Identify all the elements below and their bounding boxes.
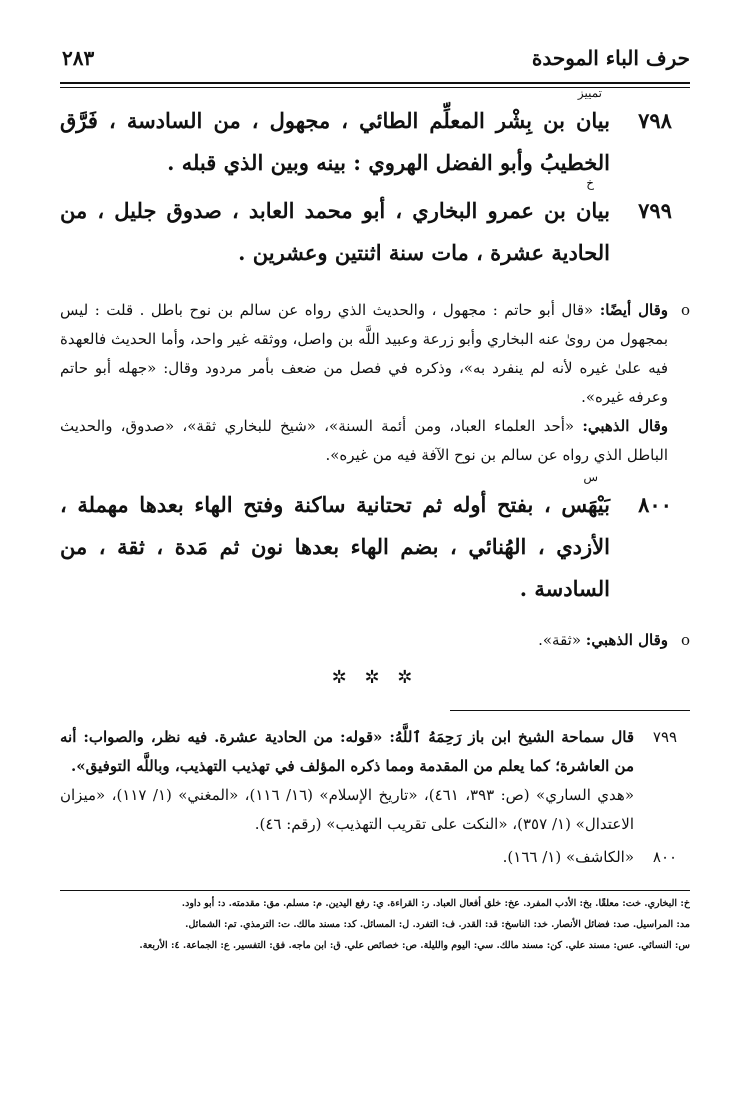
page <box>60 40 690 954</box>
entry-799 <box>60 176 690 274</box>
footnote-bold-text: قال سماحة الشيخ ابن باز رَحِمَهُ ٱللَّهُ: «قوله: من الحادية عشرة. فيه نظر، والصواب: أنه من العاشرة؛ كما يعلم من المقدمة ومما ذكره المؤلف في تهذيب التهذيب، وباللَّه التوفيق». <box>60 728 634 775</box>
note-paragraph <box>60 412 668 470</box>
note-text: «قال أبو حاتم : مجهول ، والحديث الذي رواه عن سالم بن نوح باطل . قلت : ليس بمجهول من روىٰ عنه البخاري وأبو زرعة وعبيد اللَّه بن واصل، ووثقه غير واحد، وأما الحديث فالعهدة فيه علىٰ غيره لأنه لم ينفرد به»، وذكره في فصل من ضعف بأمر مردود وقال: «جهله أبو حاتم وعرفه غيره». <box>60 301 668 406</box>
note-bullet: o <box>680 631 690 649</box>
rijal-symbol: خ <box>586 176 594 190</box>
footnote-number: ٧٩٩ <box>652 728 678 746</box>
commentary-note <box>60 626 690 655</box>
note-lead: وقال الذهبي: <box>585 631 668 649</box>
note-lead: وقال الذهبي: <box>582 417 668 435</box>
entry-800 <box>60 470 690 610</box>
page-number: ٢٨٣ <box>62 46 95 70</box>
note-text: «أحد العلماء العباد، ومن أئمة السنة»، «شيخ للبخاري ثقة»، «صدوق، والحديث الباطل الذي رواه عن سالم بن نوح الآفة فيه من غيره». <box>60 417 668 464</box>
footnote-text: «الكاشف» (١/ ١٦٦). <box>502 848 634 866</box>
note-bullet: o <box>680 301 690 319</box>
abbreviation-line: مد: المراسيل. صد: فضائل الأنصار. خد: الناسخ: قد: القدر. ف: التفرد. ل: المسائل. كد: مسند مالك. ت: الترمذي. تم: الشمائل. <box>185 919 690 930</box>
entry-text: بَيْهَس ، بفتح أوله ثم تحتانية ساكنة وفتح الهاء بعدها مهملة ، الأزدي ، الهُنائي ، بضم الهاء بعدها نون ثم مَدة ، ثقة ، من السادسة . <box>60 492 610 601</box>
abbreviation-line: س: النسائي. عس: مسند علي. كن: مسند مالك. سي: اليوم والليلة. ص: خصائص علي. ق: ابن ماجه. فق: التفسير. ع: الجماعة. ٤: الأربعة. <box>139 940 690 951</box>
rijal-symbol: تمييز <box>577 86 602 100</box>
note-text: «ثقة». <box>538 631 586 649</box>
chapter-title: حرف الباء الموحدة <box>531 46 690 70</box>
note-lead: وقال أيضًا: <box>599 301 669 319</box>
rijal-symbol: س <box>583 470 598 484</box>
footnote-number: ٨٠٠ <box>652 848 678 866</box>
footnote-rule <box>450 710 690 711</box>
entry-number: ٨٠٠ <box>638 492 672 517</box>
footnote-text: «هدي الساري» (ص: ٣٩٣، ٤٦١)، «تاريخ الإسلام» (١٦/ ١١٦)، «المغني» (١/ ١١٧)، «ميزان الاعتدال» (١/ ٣٥٧)، «النكت على تقريب التهذيب» (رقم: ٤٦). <box>60 786 635 833</box>
abbreviation-line: خ: البخاري. خت: معلقًا. بخ: الأدب المفرد. عخ: خلق أفعال العباد. ر: القراءة. ي: رفع اليدين. م: مسلم. مق: مقدمته. د: أبو داود. <box>181 898 690 909</box>
entry-text: بيان بن عمرو البخاري ، أبو محمد العابد ، صدوق جليل ، من الحادية عشرة ، مات سنة اثنتين وعشرين . <box>60 198 610 265</box>
entry-number: ٧٩٩ <box>638 198 672 223</box>
section-separator: ✲ ✲ ✲ <box>331 667 419 688</box>
entry-text: بيان بن بِشْر المعلِّم الطائي ، مجهول ، من السادسة ، فَرَّق الخطيبُ وأبو الفضل الهروي : بينه وبين الذي قبله . <box>60 108 610 175</box>
note-paragraph <box>60 296 668 412</box>
footnote-799 <box>60 723 690 839</box>
footnote-bold <box>60 723 634 781</box>
page-header <box>60 40 690 80</box>
footnote-800 <box>60 843 690 872</box>
entry-number: ٧٩٨ <box>638 108 672 133</box>
commentary-note <box>60 296 690 470</box>
note-paragraph <box>60 626 668 655</box>
abbreviations-rule <box>60 890 690 891</box>
entry-798 <box>60 86 690 184</box>
